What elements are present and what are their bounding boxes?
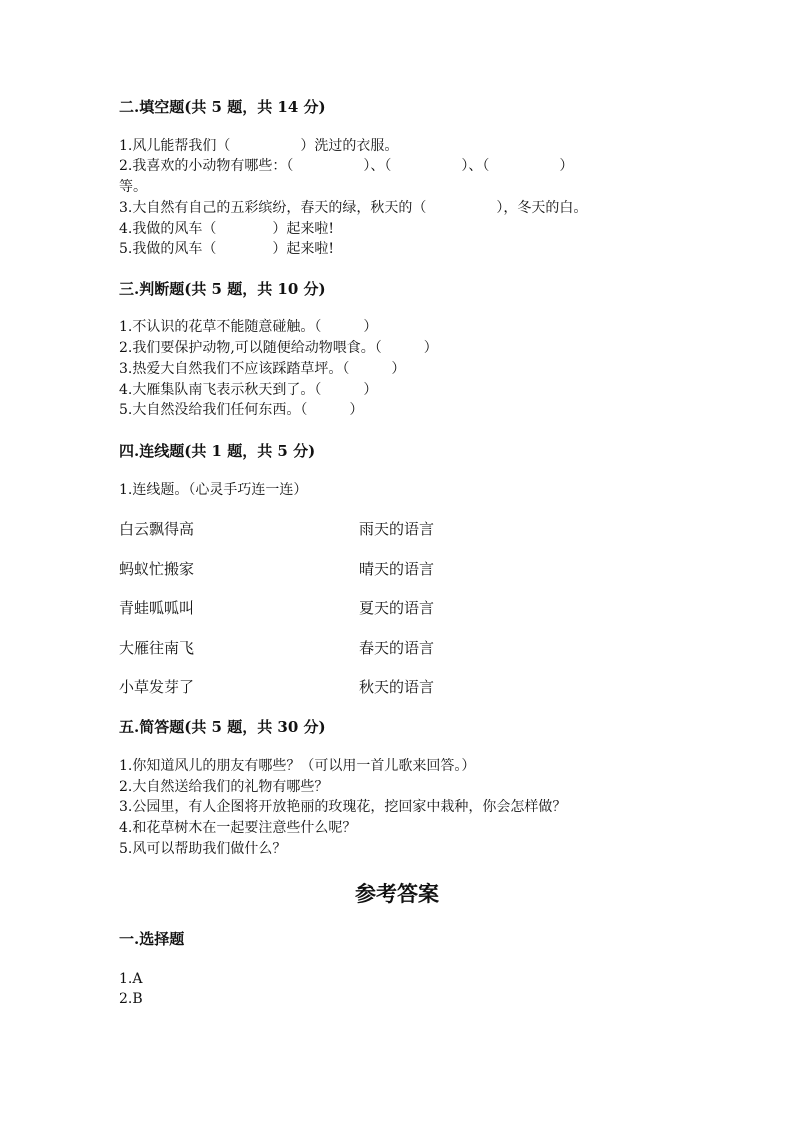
matching-right-item-3: 夏天的语言 [359,599,435,617]
fill-blank-question-1: 1.风儿能帮我们（ ）洗过的衣服。 [119,138,399,154]
matching-question: 1.连线题。（心灵手巧连一连） [119,482,308,498]
short-answer-question-4: 4.和花草树木在一起要注意些什么呢？ [119,820,357,836]
section-fill-blank-title: 二.填空题(共 5 题，共 14 分) [119,98,326,116]
matching-left-item-3: 青蛙呱呱叫 [119,599,195,617]
section-matching-title: 四.连线题(共 1 题，共 5 分) [119,442,316,460]
answer-section-choice-title: 一.选择题 [119,930,185,948]
judgement-question-4: 4.大雁集队南飞表示秋天到了。（ ） [119,382,378,398]
fill-blank-question-5: 5.我做的风车（ ）起来啦! [119,241,334,257]
matching-right-item-5: 秋天的语言 [359,678,435,696]
short-answer-question-2: 2.大自然送给我们的礼物有哪些？ [119,779,329,795]
judgement-question-2: 2.我们要保护动物,可以随便给动物喂食。（ ） [119,340,438,356]
section-short-answer-title: 五.简答题(共 5 题，共 30 分) [119,718,326,736]
section-judgement-title: 三.判断题(共 5 题，共 10 分) [119,280,326,298]
fill-blank-question-3: 3.大自然有自己的五彩缤纷，春天的绿，秋天的（ ），冬天的白。 [119,200,588,216]
matching-left-item-1: 白云飘得高 [119,520,195,538]
matching-left-item-2: 蚂蚁忙搬家 [119,560,195,578]
short-answer-question-3: 3.公园里，有人企图将开放艳丽的玫瑰花，挖回家中栽种，你会怎样做？ [119,799,567,815]
matching-right-item-1: 雨天的语言 [359,520,435,538]
answer-item-2: 2.B [119,991,143,1007]
judgement-question-1: 1.不认识的花草不能随意碰触。（ ） [119,319,378,335]
matching-left-item-5: 小草发芽了 [119,678,195,696]
short-answer-question-1: 1.你知道风儿的朋友有哪些？（可以用一首儿歌来回答。） [119,758,476,774]
judgement-question-3: 3.热爱大自然我们不应该踩踏草坪。（ ） [119,361,406,377]
answer-item-1: 1.A [119,971,143,987]
answer-key-title: 参考答案 [355,881,439,906]
judgement-question-5: 5.大自然没给我们任何东西。（ ） [119,402,364,418]
matching-right-item-4: 春天的语言 [359,639,435,657]
fill-blank-question-2-continued: 等。 [119,179,147,195]
short-answer-question-5: 5.风可以帮助我们做什么？ [119,841,287,857]
matching-left-item-4: 大雁往南飞 [119,639,195,657]
fill-blank-question-4: 4.我做的风车（ ）起来啦! [119,221,334,237]
fill-blank-question-2: 2.我喜欢的小动物有哪些：（ ）、（ ）、（ ） [119,158,574,174]
matching-right-item-2: 晴天的语言 [359,560,435,578]
